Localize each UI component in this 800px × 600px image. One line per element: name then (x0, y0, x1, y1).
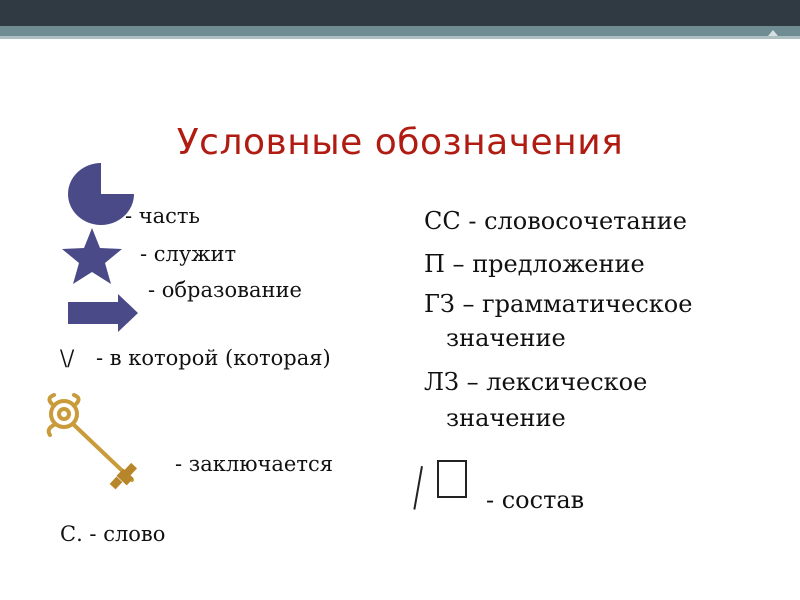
gz-label-line1: ГЗ – грамматическое (424, 290, 693, 318)
gz-label-line2: значение (446, 324, 566, 352)
slide-accent-bar (0, 26, 800, 36)
star-icon (60, 226, 124, 286)
right-arrow-icon (66, 292, 140, 334)
slide-top-bar (0, 0, 800, 26)
slash-line-icon (413, 466, 423, 510)
formation-label: - образование (148, 278, 302, 302)
consists-label: - заключается (175, 452, 333, 476)
which-symbol: \/ (60, 346, 75, 370)
corner-triangle-icon (768, 30, 778, 36)
lz-label-line2: значение (446, 404, 566, 432)
part-label: - часть (125, 204, 200, 228)
box-outline-icon (437, 460, 467, 498)
which-label: - в которой (которая) (96, 346, 331, 370)
phrase-label: СС - словосочетание (424, 207, 687, 235)
slide-accent-line (0, 36, 800, 39)
sentence-label: П – предложение (424, 250, 645, 278)
composition-label: - состав (486, 486, 585, 514)
word-label: С. - слово (60, 522, 166, 546)
key-icon (40, 392, 156, 494)
slide-title: Условные обозначения (176, 122, 624, 163)
lz-label-line1: ЛЗ – лексическое (424, 368, 648, 396)
serves-label: - служит (140, 242, 237, 266)
